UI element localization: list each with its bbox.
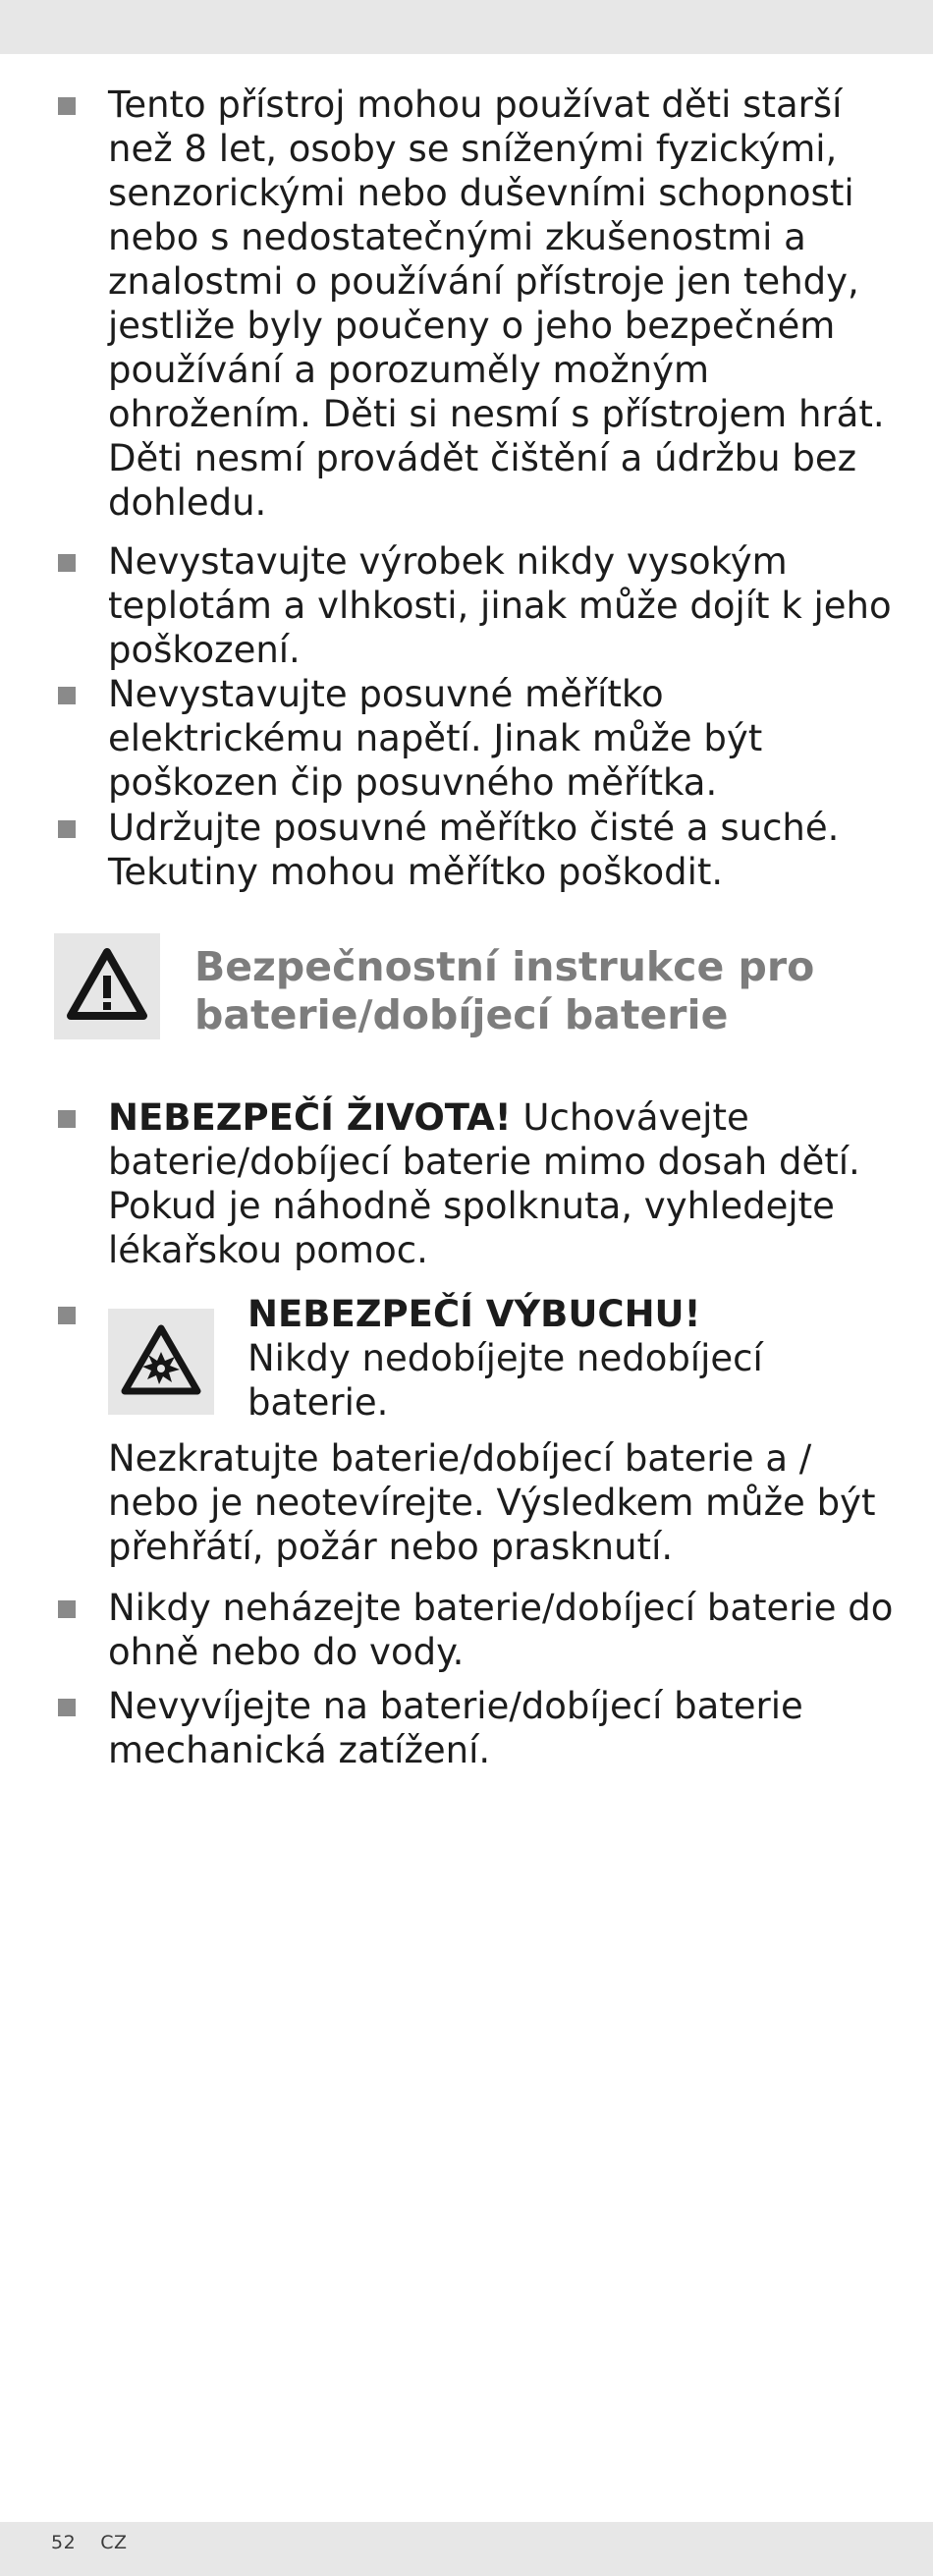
bullet-square-icon <box>58 97 76 115</box>
safety-item-text: Tento přístroj mohou používat děti starší než 8 let, osoby se sníženými fyzickými, senzorickými nebo duševními schopnosti nebo s nedostatečnými zkušenostmi a znalostmi o používání přístroje jen tehdy, jestliže byly poučeny o jeho bezpečném používání a porozuměly možným ohrožením. Děti si nesmí s přístrojem hrát. Děti nesmí provádět čištění a údržbu bez dohledu. <box>108 84 885 524</box>
bullet-square-icon <box>58 687 76 704</box>
warning-triangle-icon <box>54 933 160 1039</box>
page-number: 52 <box>51 2532 77 2553</box>
explosion-heading: NEBEZPEČÍ VÝBUCHU! <box>247 1293 701 1335</box>
page-footer <box>51 2532 128 2553</box>
danger-life-text: Uchovávejte baterie/dobíjecí baterie mimo dosah dětí. Pokud je náhodně spolknuta, vyhledejte lékařskou pomoc. <box>108 1096 860 1271</box>
safety-item-2 <box>108 539 894 672</box>
explosion-line-1: Nikdy nedobíjejte nedobíjecí <box>247 1337 763 1379</box>
danger-life-heading: NEBEZPEČÍ ŽIVOTA! <box>108 1096 512 1139</box>
battery-section-header <box>54 933 899 1041</box>
safety-item-1 <box>108 83 894 525</box>
bullet-square-icon <box>58 1307 76 1324</box>
explosion-line-2: baterie. <box>247 1381 389 1424</box>
language-code: CZ <box>100 2532 128 2553</box>
battery-item-danger-life <box>108 1095 894 1272</box>
battery-item-text: Nikdy neházejte baterie/dobíjecí baterie do ohně nebo do vody. <box>108 1587 894 1673</box>
safety-item-4 <box>108 806 894 894</box>
footer-band <box>0 2522 933 2576</box>
explosion-continued-text: Nezkratujte baterie/dobíjecí baterie a / nebo je neotevírejte. Výsledkem může být přehřátí, požár nebo prasknutí. <box>108 1437 876 1568</box>
bullet-square-icon <box>58 554 76 572</box>
battery-section-title: Bezpečnostní instrukce pro baterie/dobíjecí baterie <box>194 943 815 1038</box>
bullet-square-icon <box>58 1600 76 1618</box>
bullet-square-icon <box>58 1699 76 1716</box>
battery-item-fire-water <box>108 1586 894 1674</box>
explosion-warning-icon <box>108 1309 214 1415</box>
safety-item-text: Nevystavujte posuvné měřítko elektrickému napětí. Jinak může být poškozen čip posuvného měřítka. <box>108 673 763 804</box>
safety-item-text: Udržujte posuvné měřítko čisté a suché. Tekutiny mohou měřítko poškodit. <box>108 807 840 893</box>
safety-item-text: Nevystavujte výrobek nikdy vysokým teplotám a vlhkosti, jinak může dojít k jeho poškození. <box>108 540 892 671</box>
bullet-square-icon <box>58 820 76 838</box>
battery-item-text: Nevyvíjejte na baterie/dobíjecí baterie mechanická zatížení. <box>108 1685 803 1771</box>
top-band <box>0 0 933 54</box>
explosion-warning-block <box>247 1292 797 1425</box>
bullet-square-icon <box>58 1110 76 1128</box>
battery-item-mechanical-load <box>108 1684 894 1772</box>
safety-item-3 <box>108 672 894 805</box>
